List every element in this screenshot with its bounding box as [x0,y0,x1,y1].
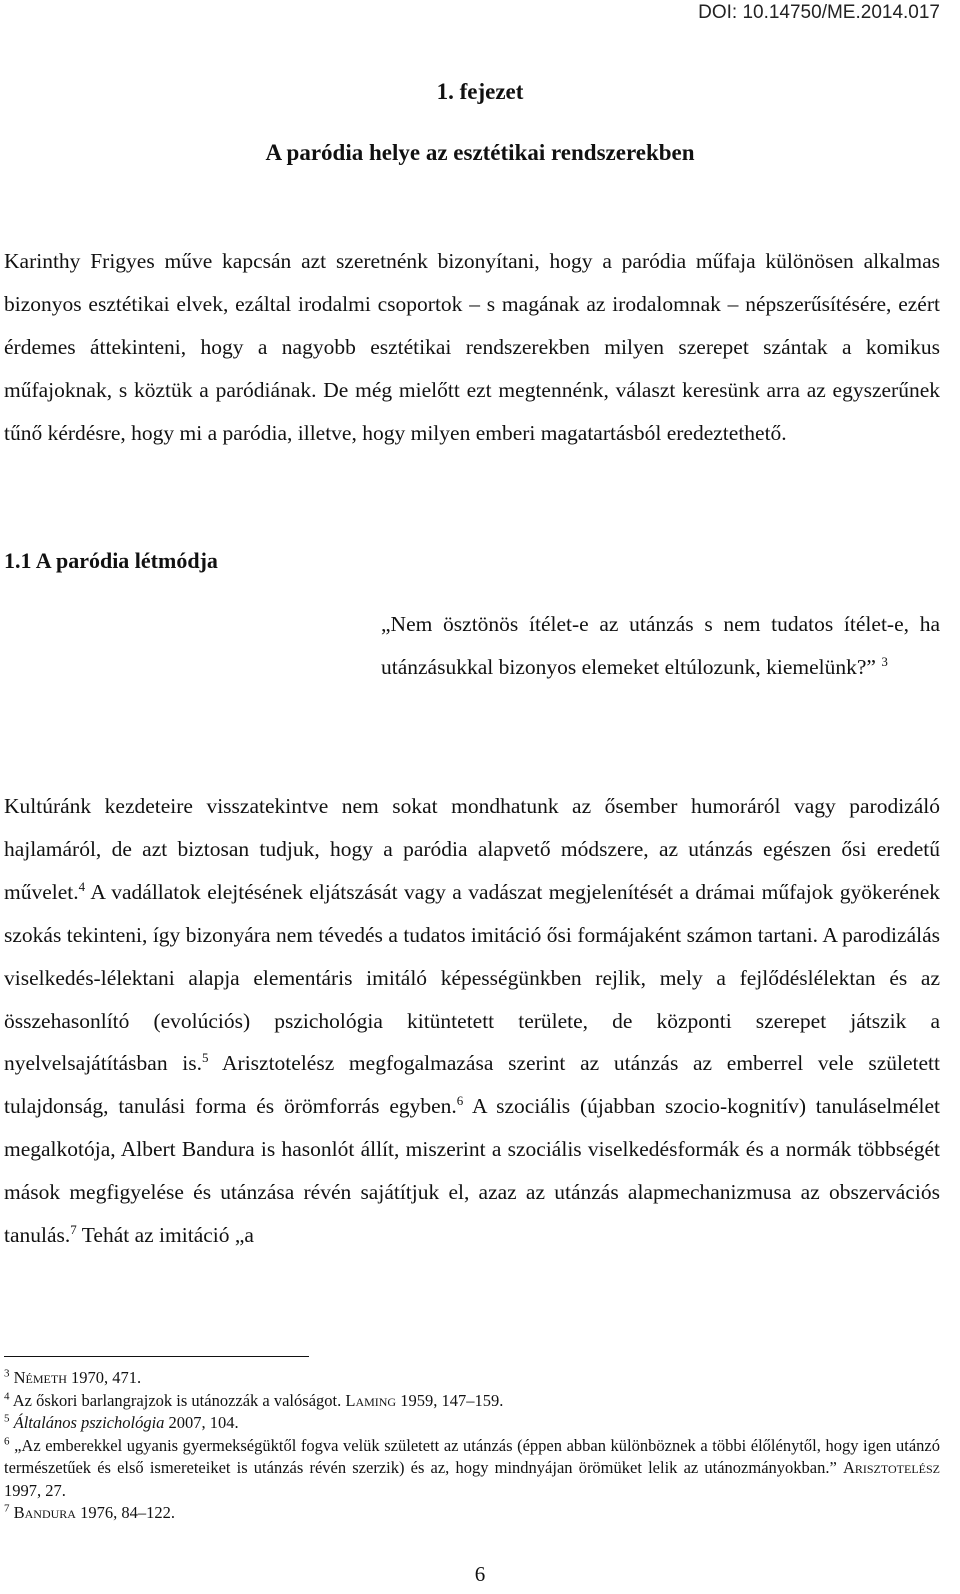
intro-paragraph: Karinthy Frigyes műve kapcsán azt szeretnénk bizonyítani, hogy a paródia műfaja különösen alkalmas bizonyos esztétikai elvek, ezáltal irodalmi csoportok – s magának az irodalomnak – népszerűsítésére, ezért érdemes áttekinteni, hogy a nagyobb esztétikai rendszerekben milyen szerepet szántak a komikus műfajoknak, s köztük a paródiának. De még mielőtt ezt megtennénk, választ keresünk arra az egyszerűnek tűnő kérdésre, hogy mi a paródia, illetve, hogy milyen emberi magatartásból eredeztethető. [4,249,940,445]
footnote-number: 5 [4,1412,10,1425]
body-sentence: Arisztotelész megfogalmazása szerint az utánzás az emberrel vele született tulajdonság, tanulási forma és örömforrás egyben. [4,1051,941,1119]
footnote-4 [4,1390,940,1413]
footnote-text: 1976, 84–122. [75,1503,175,1522]
footnote-6 [4,1435,940,1503]
footnotes [4,1367,940,1525]
footnote-title: Általános pszichológia [13,1413,165,1432]
section-heading: 1.1 A paródia létmódja [4,548,218,573]
body-paragraph [4,785,940,1257]
footnote-author: Bandura [13,1503,76,1522]
footnote-text: 1997, 27. [4,1480,66,1500]
footnote-author: Laming [345,1390,397,1410]
footnote-ref[interactable]: 7 [70,1221,77,1237]
chapter-title: A paródia helye az esztétikai rendszerekben [265,140,695,165]
chapter-number: 1. fejezet [436,79,524,104]
footnote-ref[interactable]: 5 [202,1050,209,1066]
footnote-text: 1970, 471. [66,1368,142,1387]
block-quote [381,603,940,689]
footnote-number: 7 [4,1502,10,1515]
footnote-text: Az őskori barlangrajzok is utánozzák a valóságot. [9,1390,346,1410]
body-sentence: A vadállatok elejtésének eljátszását vagy a vadászat megjelenítését a drámai műfajok gyökerének szokás tekinteni, így bizonyára nem tévedés a tudatos imitáció ősi formájaként számon tartani. A parodizálás viselkedés-lélektani alapja elementáris imitáló képességünkben rejlik, mely a fejlődéslélektan és az összehasonlító (evolúciós) pszichológia kitüntetett területe, de központi szerepet játszik a nyelvelsajátításban is. [4,879,940,1076]
quote-text: „Nem ösztönös ítélet-e az utánzás s nem tudatos ítélet-e, ha utánzásukkal bizonyos elemeket eltúlozunk, kiemelünk?” [381,612,940,679]
body-sentence: Tehát az imitáció „a [76,1223,254,1248]
footnote-divider [4,1356,309,1357]
doi-header: DOI: 10.14750/ME.2014.017 [698,2,940,23]
footnote-number: 4 [4,1390,10,1402]
footnote-ref[interactable]: 6 [456,1093,464,1109]
footnote-number: 6 [4,1435,10,1447]
footnote-text: 1959, 147–159. [396,1390,504,1410]
footnote-ref[interactable]: 3 [881,653,888,669]
footnote-text: „Az emberekkel ugyanis gyermekségüktől fogva velük született az utánzás (éppen abban különböznek a többi élőlénytől, hogy igen utánzó természetűek és első ismereteiket is utánzás révén szerzik) és az, hogy mindnyájan örömüket lelik az utánozmányokban.” [4,1435,940,1477]
footnote-5 [4,1412,940,1435]
body-sentence: Kultúránk kezdeteire visszatekintve nem sokat mondhatunk az ősember humoráról vagy parodizáló hajlamáról, de azt biztosan tudjuk, hogy a paródia alapvető módszere, az utánzás egészen ősi eredetű művelet. [4,794,940,904]
footnote-number: 3 [4,1367,10,1380]
footnote-3 [4,1367,940,1390]
footnote-author: Németh [13,1368,67,1387]
footnote-7 [4,1502,940,1525]
body-sentence: A szociális (újabban szocio-kognitív) tanuláselmélet megalkotója, Albert Bandura is hasonlót állít, miszerint a szociális viselkedésformák és a normák többségét mások megfigyelése és utánzása révén sajátítjuk el, azaz az utánzás alapmechanizmusa az obszervációs tanulás. [4,1094,940,1248]
footnote-ref[interactable]: 4 [78,878,86,894]
footnote-author: Arisztotelész [842,1458,940,1477]
page-number: 6 [474,1562,486,1586]
footnote-text: 2007, 104. [164,1413,239,1432]
